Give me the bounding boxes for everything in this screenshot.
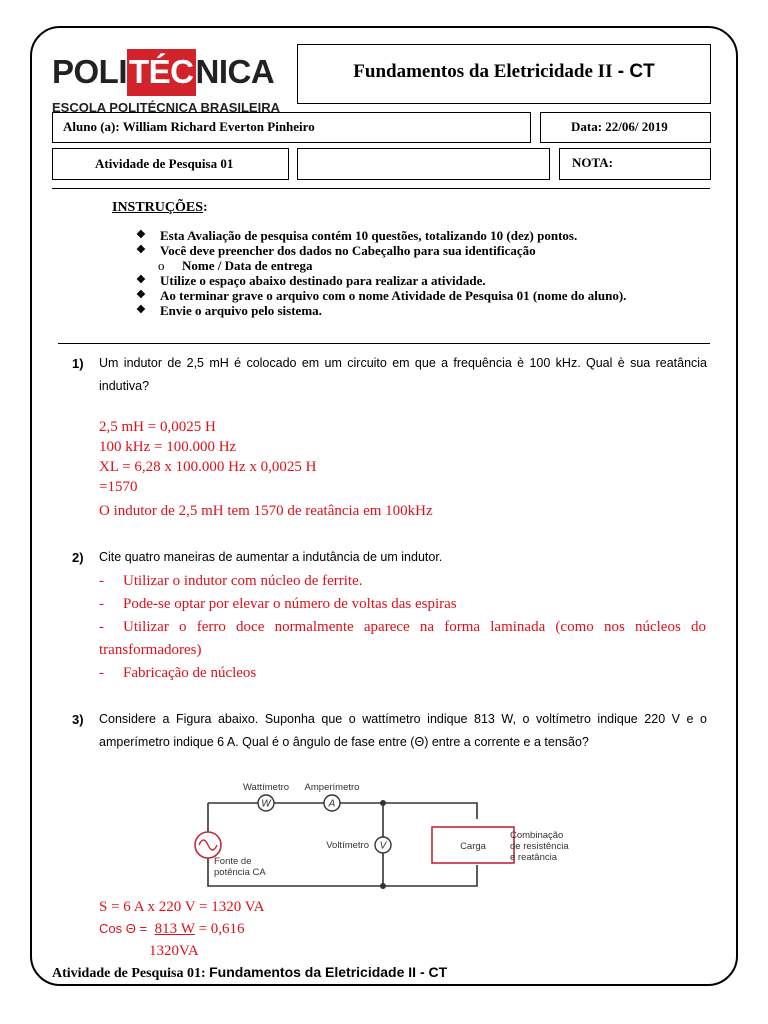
q3-apparent-power: S = 6 A x 220 V = 1320 VA — [99, 899, 265, 915]
q2-answer-text: Fabricação de núcleos — [123, 665, 257, 681]
ammeter-symbol: A — [328, 798, 336, 810]
q1-answer-line: 100 kHz = 100.000 Hz — [99, 439, 237, 455]
q1-number: 1) — [72, 356, 84, 371]
voltmeter-symbol: V — [379, 840, 387, 852]
course-title — [298, 61, 710, 83]
grade-label: NOTA: — [572, 155, 613, 170]
instructions-title-text: INSTRUÇÕES — [112, 200, 204, 215]
instruction-item — [136, 228, 696, 243]
logo — [52, 55, 280, 115]
course-title-box — [297, 44, 711, 104]
q2-answer-item — [99, 593, 706, 616]
wattmeter-symbol: W — [261, 798, 271, 810]
q3-text: Considere a Figura abaixo. Suponha que o wattímetro indique 813 W, o voltímetro indique 220 V e o amperímetro indique 6 A. Qual é o ângulo de fase entre (Θ) entre a corrente e a tensão? — [99, 712, 707, 749]
footer — [52, 964, 447, 982]
instructions-list — [136, 228, 696, 318]
q3-number: 3) — [72, 712, 84, 727]
q1-text: Um indutor de 2,5 mH é colocado em um circuito em que a frequência è 100 kHz. Qual è sua reatância indutiva? — [99, 356, 707, 393]
instructions-divider — [58, 343, 710, 344]
q2-answer-item — [99, 616, 706, 662]
load-description-line-2: de resistência — [510, 841, 569, 852]
diamond-bullet-icon: ❖ — [136, 304, 146, 316]
q2-answer-item — [99, 662, 706, 685]
instruction-item — [136, 243, 696, 258]
load-description-line-1: Combinação — [510, 830, 564, 841]
q2-answer-text: Utilizar o indutor com núcleo de ferrite. — [123, 573, 363, 589]
grade-box[interactable] — [559, 148, 711, 180]
blank-field-box[interactable] — [297, 148, 550, 180]
q1-conclusion: O indutor de 2,5 mH tem 1570 de reatância em 100kHz — [99, 503, 433, 519]
circuit-diagram — [170, 775, 590, 895]
instruction-subitem — [136, 258, 696, 273]
instruction-text: Envie o arquivo pelo sistema. — [160, 303, 322, 318]
q1-answer — [99, 417, 699, 521]
footer-prefix: Atividade de Pesquisa 01: — [52, 966, 210, 981]
logo-subtitle: ESCOLA POLITÉCNICA BRASILEIRA — [52, 100, 280, 115]
instructions-title — [112, 200, 208, 216]
instruction-subitem-text: Nome / Data de entrega — [182, 258, 313, 273]
course-title-suffix: - CT — [612, 61, 655, 82]
q2-answers — [99, 570, 706, 685]
instruction-text: Esta Avaliação de pesquisa contém 10 questões, totalizando 10 (dez) pontos. — [160, 228, 578, 243]
cos-theta-label: Cos Θ = — [99, 921, 151, 936]
load-label: Carga — [460, 841, 486, 852]
q1-answer-line: XL = 6,28 x 100.000 Hz x 0,0025 H — [99, 459, 317, 475]
logo-part-1: POLI — [52, 53, 128, 90]
junction-bottom — [380, 883, 386, 889]
dash-bullet: - — [99, 573, 104, 589]
q2-answer-text: Pode-se optar por elevar o número de voltas das espiras — [123, 596, 457, 612]
q3-cos-formula — [99, 918, 599, 940]
instruction-item — [136, 288, 696, 303]
source-label-line-2: potência CA — [214, 867, 266, 878]
instruction-text: Você deve preencher dos dados no Cabeçalho para sua identificação — [160, 243, 536, 258]
circle-bullet-icon: o — [158, 258, 165, 273]
source-label-line-1: Fonte de — [214, 856, 252, 867]
wattmeter-label: Wattímetro — [242, 782, 290, 793]
header-divider — [52, 188, 710, 189]
course-title-text: Fundamentos da Eletricidade II — [353, 61, 613, 82]
dash-bullet: - — [99, 665, 104, 681]
logo-wordmark — [52, 55, 280, 96]
diamond-bullet-icon: ❖ — [136, 244, 146, 256]
logo-part-3: NICA — [195, 53, 275, 90]
ammeter-label: Amperímetro — [304, 782, 360, 793]
student-box[interactable] — [52, 112, 531, 143]
q3-answer — [99, 896, 599, 962]
q2-number: 2) — [72, 550, 84, 565]
load-description-line-3: e reatância — [510, 852, 558, 863]
instruction-item — [136, 303, 696, 318]
cos-result: = 0,616 — [194, 921, 245, 937]
activity-label: Atividade de Pesquisa 01 — [95, 156, 234, 171]
instruction-item — [136, 273, 696, 288]
dash-bullet: - — [99, 596, 104, 612]
activity-box — [52, 148, 289, 180]
instructions-title-colon: : — [203, 200, 208, 215]
q2-answer-text: Utilizar o ferro doce normalmente aparece na forma laminada (como nos núcleos do transformadores) — [99, 619, 706, 658]
q1-answer-line: =1570 — [99, 479, 138, 495]
footer-course: Fundamentos da Eletricidade II - CT — [209, 964, 448, 980]
q2-text: Cite quatro maneiras de aumentar a indutância de um indutor. — [99, 550, 443, 564]
instruction-text: Utilize o espaço abaixo destinado para realizar a atividade. — [160, 273, 486, 288]
logo-part-2: TÉC — [127, 49, 196, 96]
diamond-bullet-icon: ❖ — [136, 229, 146, 241]
diamond-bullet-icon: ❖ — [136, 274, 146, 286]
diamond-bullet-icon: ❖ — [136, 289, 146, 301]
q1-answer-line: 2,5 mH = 0,0025 H — [99, 419, 216, 435]
voltmeter-label: Voltímetro — [326, 840, 369, 851]
instruction-text: Ao terminar grave o arquivo com o nome Atividade de Pesquisa 01 (nome do aluno). — [160, 288, 627, 303]
junction-top — [380, 800, 386, 806]
dash-bullet: - — [99, 619, 104, 635]
cos-denominator: 1320VA — [149, 943, 199, 959]
date-value: Data: 22/06/ 2019 — [571, 119, 668, 134]
q2-answer-item — [99, 570, 706, 593]
cos-numerator: 813 W — [154, 921, 195, 937]
date-box[interactable] — [540, 112, 711, 143]
student-name: Aluno (a): William Richard Everton Pinheiro — [63, 119, 315, 134]
